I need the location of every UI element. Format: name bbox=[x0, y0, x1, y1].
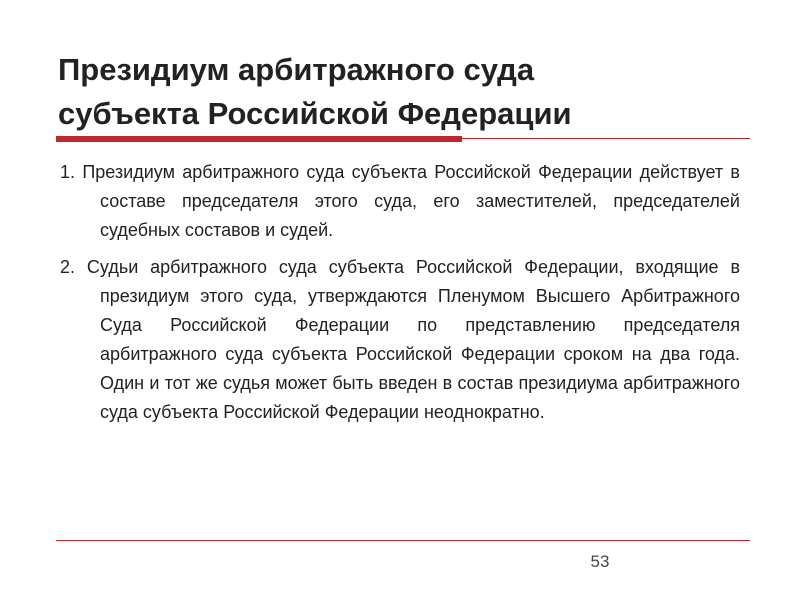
slide-title-line-2: субъекта Российской Федерации bbox=[58, 96, 572, 131]
footer-divider bbox=[56, 540, 750, 541]
paragraph-1: 1. Президиум арбитражного суда субъекта Российской Федерации действует в составе председателя этого суда, его заместителей, председателей судебных составов и судей. bbox=[60, 162, 740, 240]
slide-body bbox=[60, 158, 740, 435]
slide-title bbox=[58, 48, 758, 136]
paragraph-2: 2. Судьи арбитражного суда субъекта Российской Федерации, входящие в президиум этого суда, утверждаются Пленумом Высшего Арбитражного Суда Российской Федерации по представлению председателя арбитражного суда субъекта Российской Федерации сроком на два года. Один и тот же судья может быть введен в состав президиума арбитражного суда субъекта Российской Федерации неоднократно. bbox=[60, 257, 740, 422]
title-underline-thick bbox=[56, 136, 462, 142]
page-number: 53 bbox=[590, 552, 610, 571]
slide-title-line-1: Президиум арбитражного суда bbox=[58, 52, 535, 87]
title-underline-thin bbox=[462, 138, 750, 139]
